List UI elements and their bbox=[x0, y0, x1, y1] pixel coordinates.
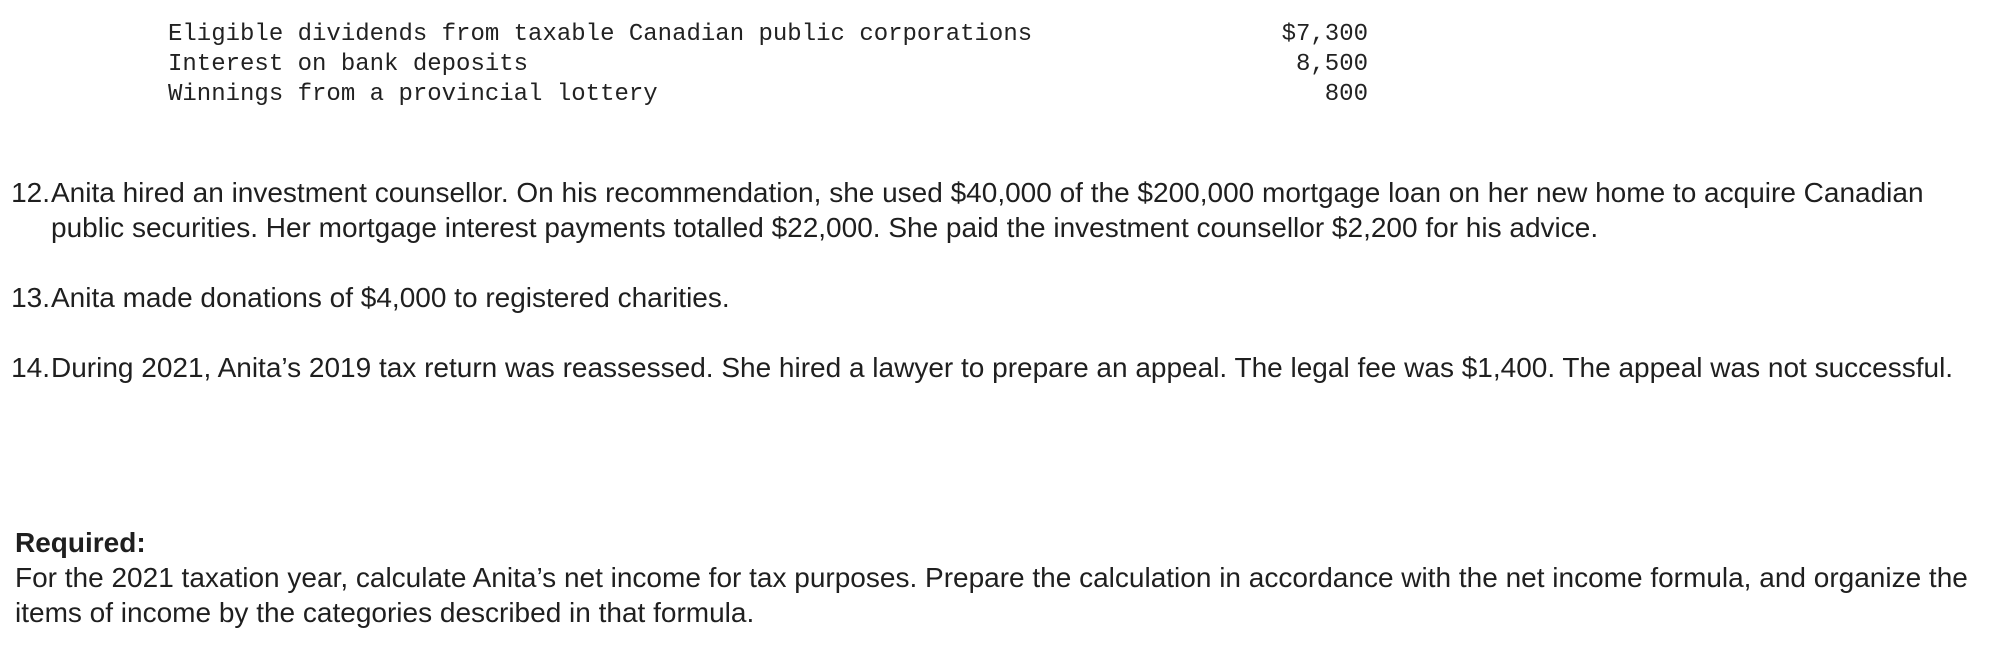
item-number: 13. bbox=[11, 282, 50, 313]
item-text: During 2021, Anita’s 2019 tax return was reassessed. She hired a lawyer to prepare an appeal. The legal fee was $1,400. The appeal was not successful. bbox=[51, 352, 1954, 383]
required-text: For the 2021 taxation year, calculate Anita’s net income for tax purposes. Prepare the calculation in accordance with the net income formula, and organize the items of income by the categories described in that formula. bbox=[15, 562, 1968, 628]
item-number: 12. bbox=[11, 177, 50, 208]
list-item bbox=[0, 350, 1960, 385]
required-heading: Required: bbox=[15, 527, 146, 558]
numbered-items bbox=[0, 175, 1960, 420]
required-section bbox=[15, 525, 1975, 630]
income-label: Winnings from a provincial lottery bbox=[168, 81, 658, 108]
list-item bbox=[0, 280, 1960, 315]
item-number: 14. bbox=[11, 352, 50, 383]
income-table bbox=[168, 20, 1368, 110]
list-item bbox=[0, 175, 1960, 245]
income-amount: 8,500 bbox=[1295, 51, 1368, 78]
income-label: Interest on bank deposits bbox=[168, 51, 529, 78]
income-row-dividends bbox=[168, 20, 1368, 50]
income-label: Eligible dividends from taxable Canadian public corporations bbox=[168, 21, 1033, 48]
income-amount: $7,300 bbox=[1281, 21, 1368, 48]
income-row-interest bbox=[168, 50, 1368, 80]
item-text: Anita hired an investment counsellor. On his recommendation, she used $40,000 of the $200,000 mortgage loan on her new home to acquire Canadian public securities. Her mortgage interest payments totalled $22,000. She paid the investment counsellor $2,200 for his advice. bbox=[51, 177, 1924, 243]
income-amount: 800 bbox=[1324, 81, 1368, 108]
income-row-lottery bbox=[168, 80, 1368, 110]
item-text: Anita made donations of $4,000 to registered charities. bbox=[51, 282, 730, 313]
